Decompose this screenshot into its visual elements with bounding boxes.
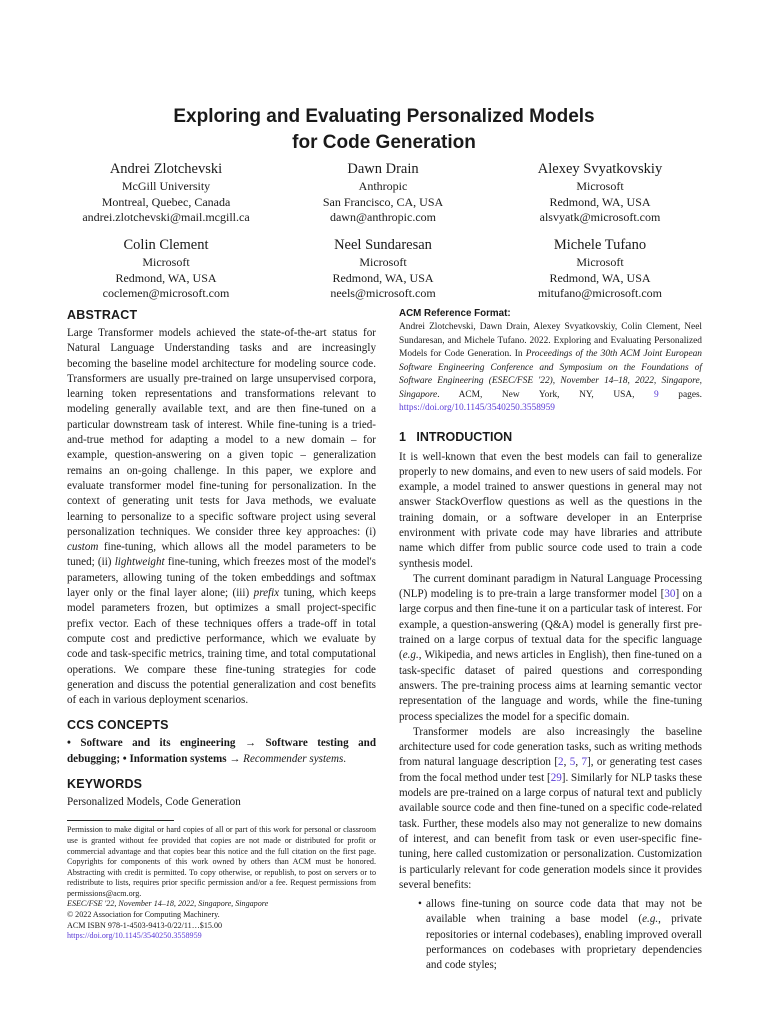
citation-link[interactable]: 2 xyxy=(558,756,564,769)
author-name: Andrei Zlotchevski xyxy=(109,161,223,177)
keywords-heading: KEYWORDS xyxy=(67,777,143,792)
keywords-text: Personalized Models, Code Generation xyxy=(67,796,241,809)
ccs-heading: CCS CONCEPTS xyxy=(67,718,169,733)
bullet-marker: • xyxy=(418,898,422,911)
ccs-concepts: • Software and its engineering → Software testing and debugging; • Information systems → Recommender systems. xyxy=(67,737,376,765)
title-line-1: Exploring and Evaluating Personalized Models xyxy=(173,106,595,127)
author-email: neels@microsoft.com xyxy=(330,286,436,300)
author-affiliation: McGill University xyxy=(121,179,211,193)
reference-format-text: Andrei Zlotchevski, Dawn Drain, Alexey Svyatkovskiy, Colin Clement, Neel Sundaresan, and Michele Tufano. 2022. Exploring and Evaluating Personalized Models for Code Generation. In Proceedings of the 30th ACM Joint European Software Engineering Conference and Symposium on the Foundations of Software Engineering (ESEC/FSE '22), November 14–18, 2022, Singapore, Singapore. ACM, New York, NY, USA, 9 pages. https://doi.org/10.1145/3540250.3558959 xyxy=(399,322,702,413)
author-name: Alexey Svyatkovskiy xyxy=(537,161,663,177)
author-name: Michele Tufano xyxy=(553,237,647,253)
author-block xyxy=(275,160,491,226)
author-location: Redmond, WA, USA xyxy=(332,270,434,285)
intro-paragraph-1: It is well-known that even the best models can fail to generalize properly to new domains, and even to new users of said models. For example, a model trained to answer questions in general may not answer StackOverflow questions as well as the questions in the training domain, or a software developer in an Enterprise environment with private code may have libraries and attribute name which differ from public source code used to train a code synthesis model. xyxy=(399,450,702,570)
page-count-link[interactable]: 9 xyxy=(654,389,659,400)
abstract-heading: ABSTRACT xyxy=(67,308,138,322)
footnote-divider xyxy=(67,820,174,821)
abstract-text: Large Transformer models achieved the state-of-the-art status for Natural Language Understanding tasks and are increasingly becoming the baseline model architecture for modeling source code. Transformers are usually pre-trained on large unsupervised corpora, learning token representations and transformations relevant to modeling generally available text, and are then fine-tuned on a particular downstream task of interest. While fine-tuning is a tried-and-true method for adapting a model to a new domain – for example, question-answering on a given topic – generalization remains an on-going challenge. In this paper, we explore and evaluate transformer model fine-tuning for personalization. In the context of generating unit tests for Java methods, we evaluate learning to personalize to a specific software project using several personalization techniques. We consider three key approaches: (i) custom fine-tuning, which allows all the model parameters to be tuned; (ii) lightweight fine-tuning, which freezes most of the model's parameters, allowing tuning of the token embeddings and softmax layer only or the final layer alone; (iii) prefix tuning, which keeps model parameters frozen, but optimizes a small project-specific prefix vector. Each of these techniques offers a trade-off in total compute cost and predictive performance, which we evaluate by code and task-specific metrics, training time, and total computational operations. We compare these fine-tuning strategies for code generation and discuss the potential generalization and cost benefits of each in various deployment scenarios. xyxy=(67,327,376,707)
author-location: Montreal, Quebec, Canada xyxy=(101,194,231,209)
author-location: Redmond, WA, USA xyxy=(115,270,217,285)
paper-title xyxy=(0,104,768,156)
author-row-2 xyxy=(58,236,708,302)
author-affiliation: Microsoft xyxy=(576,255,624,269)
author-block xyxy=(58,160,274,226)
author-affiliation: Microsoft xyxy=(576,179,624,193)
doi-link[interactable]: https://doi.org/10.1145/3540250.3558959 xyxy=(67,931,202,941)
title-line-2: for Code Generation xyxy=(292,132,476,153)
copyright-line: © 2022 Association for Computing Machinery. xyxy=(67,910,220,920)
conference-line: ESEC/FSE '22, November 14–18, 2022, Singapore, Singapore xyxy=(67,899,269,909)
author-block xyxy=(275,236,491,302)
author-affiliation: Microsoft xyxy=(142,255,190,269)
left-column xyxy=(67,308,376,942)
author-block xyxy=(492,236,708,302)
permission-block xyxy=(67,825,376,942)
author-name: Neel Sundaresan xyxy=(334,237,432,253)
author-affiliation: Microsoft xyxy=(359,255,407,269)
permission-text: Permission to make digital or hard copies of all or part of this work for personal or classroom use is granted without fee provided that copies are not made or distributed for profit or commercial advantage and that copies bear this notice and the full citation on the first page. Copyrights for components of this work owned by others than ACM must be honored. Abstracting with credit is permitted. To copy otherwise, or republish, to post on servers or to redistribute to lists, requires prior specific permission and/or a fee. Request permissions from permissions@acm.org. xyxy=(67,825,376,898)
author-affiliation: Anthropic xyxy=(358,179,408,193)
citation-link[interactable]: 30 xyxy=(664,588,676,601)
author-location: Redmond, WA, USA xyxy=(549,194,651,209)
reference-doi-link[interactable]: https://doi.org/10.1145/3540250.3558959 xyxy=(399,403,555,413)
author-name: Dawn Drain xyxy=(347,161,419,177)
author-row-1 xyxy=(58,160,708,226)
benefits-list xyxy=(399,897,702,973)
author-name: Colin Clement xyxy=(123,237,209,253)
intro-paragraph-3: Transformer models are also increasingly the baseline architecture used for code generation tasks, such as writing methods from natural language description [2, 5, 7], or generating test cases from the focal method under test [29]. Similarly for NLP tasks these models are pre-trained on a large corpus of natural text and publicly available source code and then fine-tuned on a specific code-related task. Further, these models also may not generalize to new domains of interest, and can benefit from task or even user-specific fine-tuning, here called customization or personalization. Customization is particularly relevant for code generation models since it provides several benefits: xyxy=(399,725,703,891)
author-email: andrei.zlotchevski@mail.mcgill.ca xyxy=(82,210,250,224)
author-block xyxy=(58,236,274,302)
author-block xyxy=(492,160,708,226)
author-email: alsvyatk@microsoft.com xyxy=(539,210,661,224)
author-email: coclemen@microsoft.com xyxy=(102,286,230,300)
citation-link[interactable]: 7 xyxy=(581,756,588,769)
right-column xyxy=(399,308,702,974)
citation-link[interactable]: 5 xyxy=(569,756,576,769)
reference-format-heading: ACM Reference Format: xyxy=(399,308,511,319)
author-email: mitufano@microsoft.com xyxy=(537,286,663,300)
intro-paragraph-2: The current dominant paradigm in Natural Language Processing (NLP) modeling is to pre-train a large transformer model [30] on a large corpus and then fine-tune it on a particular task of interest. For example, a question-answering (Q&A) model is generally first pre-trained on a large corpus of textual data for the specific language (e.g., Wikipedia, and news articles in English), then fine-tuned on a task-specific dataset of paired questions and corresponding answers. The pre-training process aims at learning semantic vector representation of the language and words, while the fine-tuning process specializes the model for a specific domain. xyxy=(399,572,702,723)
author-location: Redmond, WA, USA xyxy=(549,270,651,285)
introduction-heading: 1 INTRODUCTION xyxy=(399,429,513,444)
author-location: San Francisco, CA, USA xyxy=(322,194,444,209)
citation-link[interactable]: 29 xyxy=(550,771,562,784)
list-item: • allows fine-tuning on source code data that may not be available when training a base model (e.g., private repositories or internal codebases), enabling improved overall performances on codebases with proprietary dependencies and code styles; xyxy=(418,898,702,972)
author-email: dawn@anthropic.com xyxy=(329,210,437,224)
isbn-line: ACM ISBN 978-1-4503-9413-0/22/11…$15.00 xyxy=(67,920,223,930)
